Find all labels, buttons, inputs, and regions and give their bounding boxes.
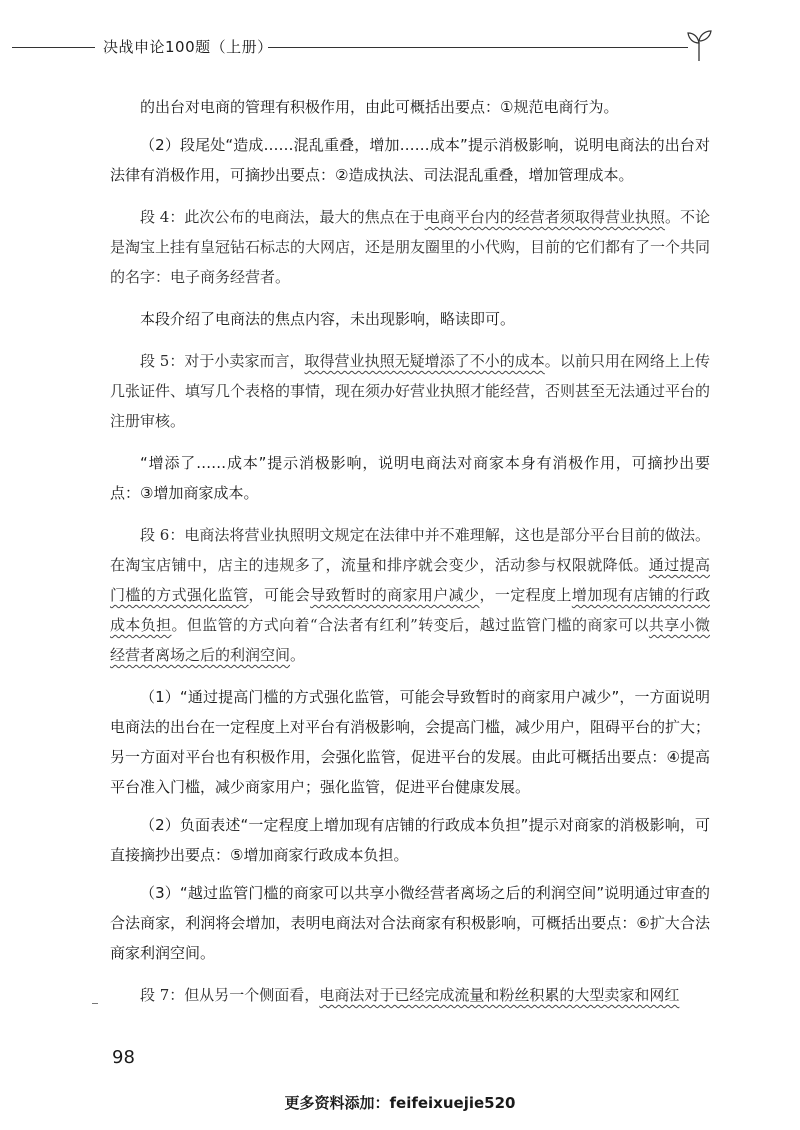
analysis-paragraph — [110, 878, 710, 968]
header-rule-right — [268, 47, 688, 48]
page-number: 98 — [112, 1047, 135, 1068]
text-run: ，可能会 — [248, 586, 311, 604]
text-run: ，一定程度上 — [479, 586, 572, 604]
book-title: 决战申论100题（上册） — [103, 38, 273, 56]
text-run: 本段介绍了电商法的焦点内容，未出现影响，略读即可。 — [140, 310, 516, 328]
underlined-key-phrase: 取得营业执照无疑增添了不小的成本 — [304, 352, 545, 370]
analysis-paragraph — [110, 92, 710, 122]
text-run: 。 — [290, 646, 306, 664]
footer-contact-note: 更多资料添加：feifeixuejie520 — [284, 1094, 516, 1112]
underlined-key-phrase: 电商平台内的经营者须取得营业执照 — [424, 208, 665, 226]
underlined-key-phrase: 通过提高门槛的方式强化监管 — [110, 556, 710, 604]
text-run: 段 4：此次公布的电商法，最大的焦点在于 — [140, 208, 425, 226]
text-run: 段 7：但从另一个侧面看， — [140, 986, 320, 1004]
underlined-key-phrase: 共享小微经营者离场之后的利润空间 — [110, 616, 710, 664]
sprout-icon — [684, 28, 714, 62]
original-text-paragraph — [110, 980, 710, 1010]
original-text-paragraph — [110, 202, 710, 292]
text-run: 。以前只用在网络上上传几张证件、填写几个表格的事情，现在须办好营业执照才能经营，否则甚至无法通过平台的注册审核。 — [110, 352, 711, 430]
text-run: 段 5：对于小卖家而言， — [140, 352, 305, 370]
text-run: “增添了……成本”提示消极影响，说明电商法对商家本身有消极作用，可摘抄出要点：③增加商家成本。 — [110, 454, 710, 502]
header-rule-left — [12, 47, 95, 48]
analysis-paragraph — [110, 682, 710, 802]
text-run: 。但监管的方式向着“合法者有红利”转变后，越过监管门槛的商家可以 — [171, 616, 649, 634]
original-text-paragraph — [110, 520, 710, 670]
text-run: 。不论是淘宝上挂有皇冠钻石标志的大网店，还是朋友圈里的小代购，目前的它们都有了一个共同的名字：电子商务经营者。 — [110, 208, 711, 286]
underlined-key-phrase: 增加现有店铺的行政成本负担 — [110, 586, 710, 634]
underlined-key-phrase: 导致暂时的商家用户减少 — [310, 586, 480, 604]
analysis-paragraph — [110, 448, 710, 508]
running-header — [0, 36, 800, 58]
analysis-paragraph — [110, 810, 710, 870]
analysis-paragraph — [110, 304, 710, 334]
page-body — [110, 92, 710, 1010]
text-run: （2）段尾处“造成……混乱重叠，增加……成本”提示消极影响，说明电商法的出台对法律有消极作用，可摘抄出要点：②造成执法、司法混乱重叠，增加管理成本。 — [110, 136, 710, 184]
text-run: 段 6：电商法将营业执照明文规定在法律中并不难理解，这也是部分平台目前的做法。在淘宝店铺中，店主的违规多了，流量和排序就会变少，活动参与权限就降低。 — [110, 526, 710, 574]
margin-mark — [92, 1003, 98, 1004]
analysis-paragraph — [110, 130, 710, 190]
text-run: （1）“通过提高门槛的方式强化监管，可能会导致暂时的商家用户减少”，一方面说明电商法的出台在一定程度上对平台有消极影响，会提高门槛，减少用户，阻碍平台的扩大；另一方面对平台也有积极作用，会强化监管，促进平台的发展。由此可概括出要点：④提高平台准入门槛，减少商家用户；强化监管，促进平台健康发展。 — [110, 688, 711, 796]
text-run: 的出台对电商的管理有积极作用，由此可概括出要点：①规范电商行为。 — [140, 98, 619, 116]
original-text-paragraph — [110, 346, 710, 436]
text-run: （3）“越过监管门槛的商家可以共享小微经营者离场之后的利润空间”说明通过审查的合法商家，利润将会增加，表明电商法对合法商家有积极影响，可概括出要点：⑥扩大合法商家利润空间。 — [110, 884, 710, 962]
underlined-key-phrase: 电商法对于已经完成流量和粉丝积累的大型卖家和网红 — [319, 986, 680, 1004]
text-run: （2）负面表述“一定程度上增加现有店铺的行政成本负担”提示对商家的消极影响，可直接摘抄出要点：⑤增加商家行政成本负担。 — [110, 816, 710, 864]
